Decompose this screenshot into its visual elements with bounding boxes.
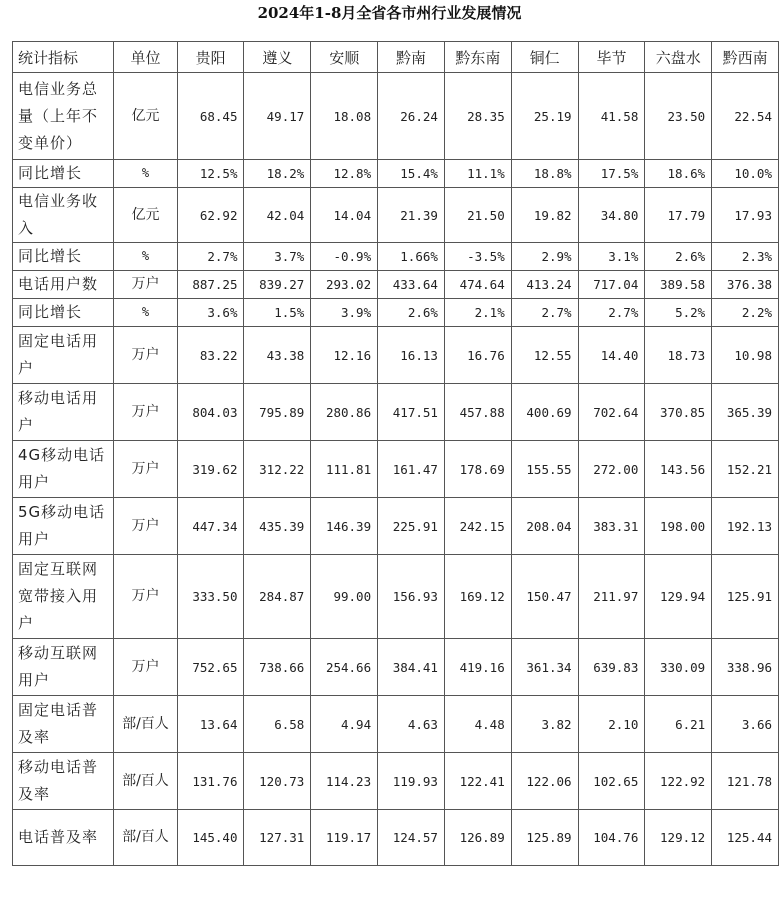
value-cell: 272.00 (578, 441, 645, 498)
value-cell: 43.38 (244, 327, 311, 384)
table-row (13, 188, 779, 243)
table-row (13, 753, 779, 810)
value-cell: 23.50 (645, 73, 712, 160)
stats-table (12, 41, 779, 866)
value-cell: 208.04 (511, 498, 578, 555)
value-cell: 131.76 (177, 753, 244, 810)
value-cell: 2.7% (578, 299, 645, 327)
value-cell: 419.16 (444, 639, 511, 696)
value-cell: 146.39 (311, 498, 378, 555)
value-cell: 145.40 (177, 810, 244, 866)
value-cell: 15.4% (378, 160, 445, 188)
value-cell: 12.55 (511, 327, 578, 384)
unit-cell: 万户 (114, 384, 177, 441)
row-label: 电话普及率 (13, 810, 114, 866)
value-cell: 16.13 (378, 327, 445, 384)
unit-cell: 万户 (114, 639, 177, 696)
row-label: 固定电话普及率 (13, 696, 114, 753)
unit-cell: 亿元 (114, 73, 177, 160)
value-cell: 25.19 (511, 73, 578, 160)
value-cell: 254.66 (311, 639, 378, 696)
value-cell: 125.89 (511, 810, 578, 866)
value-cell: 18.8% (511, 160, 578, 188)
value-cell: 804.03 (177, 384, 244, 441)
unit-cell: % (114, 243, 177, 271)
value-cell: 10.98 (712, 327, 779, 384)
value-cell: 2.7% (177, 243, 244, 271)
header-cell: 毕节 (578, 42, 645, 73)
table-row (13, 271, 779, 299)
value-cell: 400.69 (511, 384, 578, 441)
value-cell: 129.12 (645, 810, 712, 866)
table-row (13, 441, 779, 498)
value-cell: 18.08 (311, 73, 378, 160)
value-cell: 18.2% (244, 160, 311, 188)
value-cell: 83.22 (177, 327, 244, 384)
value-cell: -3.5% (444, 243, 511, 271)
value-cell: 150.47 (511, 555, 578, 639)
row-label: 移动电话普及率 (13, 753, 114, 810)
value-cell: 143.56 (645, 441, 712, 498)
value-cell: 383.31 (578, 498, 645, 555)
value-cell: 211.97 (578, 555, 645, 639)
unit-cell: % (114, 299, 177, 327)
row-label: 同比增长 (13, 243, 114, 271)
value-cell: 178.69 (444, 441, 511, 498)
header-cell: 铜仁 (511, 42, 578, 73)
value-cell: 717.04 (578, 271, 645, 299)
value-cell: 161.47 (378, 441, 445, 498)
value-cell: 839.27 (244, 271, 311, 299)
value-cell: 198.00 (645, 498, 712, 555)
row-label: 同比增长 (13, 299, 114, 327)
unit-cell: 万户 (114, 271, 177, 299)
header-cell: 贵阳 (177, 42, 244, 73)
value-cell: 21.50 (444, 188, 511, 243)
table-row (13, 639, 779, 696)
value-cell: 361.34 (511, 639, 578, 696)
value-cell: 738.66 (244, 639, 311, 696)
value-cell: 702.64 (578, 384, 645, 441)
row-label: 固定互联网宽带接入用户 (13, 555, 114, 639)
unit-cell: 亿元 (114, 188, 177, 243)
value-cell: 413.24 (511, 271, 578, 299)
value-cell: 120.73 (244, 753, 311, 810)
value-cell: 3.66 (712, 696, 779, 753)
value-cell: 104.76 (578, 810, 645, 866)
value-cell: 68.45 (177, 73, 244, 160)
header-cell: 统计指标 (13, 42, 114, 73)
value-cell: 12.16 (311, 327, 378, 384)
table-row (13, 243, 779, 271)
value-cell: 474.64 (444, 271, 511, 299)
value-cell: 752.65 (177, 639, 244, 696)
value-cell: 14.40 (578, 327, 645, 384)
value-cell: 121.78 (712, 753, 779, 810)
value-cell: 122.92 (645, 753, 712, 810)
value-cell: 34.80 (578, 188, 645, 243)
value-cell: 13.64 (177, 696, 244, 753)
value-cell: 102.65 (578, 753, 645, 810)
value-cell: 319.62 (177, 441, 244, 498)
value-cell: 225.91 (378, 498, 445, 555)
value-cell: 10.0% (712, 160, 779, 188)
row-label: 5G移动电话用户 (13, 498, 114, 555)
value-cell: 12.5% (177, 160, 244, 188)
value-cell: 16.76 (444, 327, 511, 384)
header-row (13, 42, 779, 73)
value-cell: 18.6% (645, 160, 712, 188)
value-cell: 3.6% (177, 299, 244, 327)
value-cell: 333.50 (177, 555, 244, 639)
table-row (13, 555, 779, 639)
value-cell: 22.54 (712, 73, 779, 160)
value-cell: 242.15 (444, 498, 511, 555)
value-cell: 887.25 (177, 271, 244, 299)
value-cell: 119.17 (311, 810, 378, 866)
row-label: 固定电话用户 (13, 327, 114, 384)
value-cell: 2.1% (444, 299, 511, 327)
value-cell: 389.58 (645, 271, 712, 299)
value-cell: 42.04 (244, 188, 311, 243)
unit-cell: 部/百人 (114, 753, 177, 810)
value-cell: 312.22 (244, 441, 311, 498)
row-label: 4G移动电话用户 (13, 441, 114, 498)
value-cell: 365.39 (712, 384, 779, 441)
value-cell: 62.92 (177, 188, 244, 243)
value-cell: 12.8% (311, 160, 378, 188)
value-cell: 125.91 (712, 555, 779, 639)
table-row (13, 810, 779, 866)
value-cell: 447.34 (177, 498, 244, 555)
value-cell: -0.9% (311, 243, 378, 271)
value-cell: 17.79 (645, 188, 712, 243)
value-cell: 280.86 (311, 384, 378, 441)
value-cell: 129.94 (645, 555, 712, 639)
unit-cell: 部/百人 (114, 810, 177, 866)
unit-cell: 万户 (114, 498, 177, 555)
value-cell: 435.39 (244, 498, 311, 555)
value-cell: 111.81 (311, 441, 378, 498)
table-body (13, 73, 779, 866)
value-cell: 11.1% (444, 160, 511, 188)
value-cell: 122.06 (511, 753, 578, 810)
value-cell: 41.58 (578, 73, 645, 160)
table-row (13, 696, 779, 753)
value-cell: 126.89 (444, 810, 511, 866)
value-cell: 49.17 (244, 73, 311, 160)
value-cell: 2.6% (378, 299, 445, 327)
value-cell: 2.3% (712, 243, 779, 271)
value-cell: 2.6% (645, 243, 712, 271)
value-cell: 330.09 (645, 639, 712, 696)
value-cell: 122.41 (444, 753, 511, 810)
row-label: 移动互联网用户 (13, 639, 114, 696)
header-cell: 六盘水 (645, 42, 712, 73)
value-cell: 3.1% (578, 243, 645, 271)
value-cell: 293.02 (311, 271, 378, 299)
value-cell: 457.88 (444, 384, 511, 441)
row-label: 电信业务总量（上年不变单价） (13, 73, 114, 160)
value-cell: 19.82 (511, 188, 578, 243)
value-cell: 17.93 (712, 188, 779, 243)
value-cell: 284.87 (244, 555, 311, 639)
value-cell: 433.64 (378, 271, 445, 299)
table-row (13, 384, 779, 441)
value-cell: 28.35 (444, 73, 511, 160)
value-cell: 2.10 (578, 696, 645, 753)
row-label: 同比增长 (13, 160, 114, 188)
value-cell: 4.48 (444, 696, 511, 753)
value-cell: 152.21 (712, 441, 779, 498)
table-row (13, 73, 779, 160)
value-cell: 6.21 (645, 696, 712, 753)
value-cell: 21.39 (378, 188, 445, 243)
value-cell: 3.7% (244, 243, 311, 271)
value-cell: 2.9% (511, 243, 578, 271)
value-cell: 417.51 (378, 384, 445, 441)
row-label: 电话用户数 (13, 271, 114, 299)
unit-cell: % (114, 160, 177, 188)
value-cell: 155.55 (511, 441, 578, 498)
value-cell: 639.83 (578, 639, 645, 696)
value-cell: 1.66% (378, 243, 445, 271)
value-cell: 125.44 (712, 810, 779, 866)
page-title: 2024年1-8月全省各市州行业发展情况 (257, 4, 522, 22)
table-row (13, 327, 779, 384)
value-cell: 338.96 (712, 639, 779, 696)
value-cell: 4.94 (311, 696, 378, 753)
value-cell: 376.38 (712, 271, 779, 299)
value-cell: 17.5% (578, 160, 645, 188)
value-cell: 4.63 (378, 696, 445, 753)
header-cell: 安顺 (311, 42, 378, 73)
value-cell: 14.04 (311, 188, 378, 243)
unit-cell: 万户 (114, 441, 177, 498)
value-cell: 5.2% (645, 299, 712, 327)
header-cell: 黔南 (378, 42, 445, 73)
value-cell: 18.73 (645, 327, 712, 384)
value-cell: 169.12 (444, 555, 511, 639)
table-row (13, 160, 779, 188)
unit-cell: 万户 (114, 327, 177, 384)
value-cell: 192.13 (712, 498, 779, 555)
value-cell: 156.93 (378, 555, 445, 639)
value-cell: 119.93 (378, 753, 445, 810)
row-label: 移动电话用户 (13, 384, 114, 441)
value-cell: 2.2% (712, 299, 779, 327)
value-cell: 795.89 (244, 384, 311, 441)
value-cell: 370.85 (645, 384, 712, 441)
table-row (13, 299, 779, 327)
value-cell: 384.41 (378, 639, 445, 696)
header-cell: 黔西南 (712, 42, 779, 73)
value-cell: 3.9% (311, 299, 378, 327)
header-cell: 黔东南 (444, 42, 511, 73)
value-cell: 124.57 (378, 810, 445, 866)
value-cell: 6.58 (244, 696, 311, 753)
header-cell: 单位 (114, 42, 177, 73)
value-cell: 99.00 (311, 555, 378, 639)
value-cell: 1.5% (244, 299, 311, 327)
row-label: 电信业务收入 (13, 188, 114, 243)
value-cell: 114.23 (311, 753, 378, 810)
value-cell: 2.7% (511, 299, 578, 327)
unit-cell: 万户 (114, 555, 177, 639)
unit-cell: 部/百人 (114, 696, 177, 753)
value-cell: 26.24 (378, 73, 445, 160)
header-cell: 遵义 (244, 42, 311, 73)
value-cell: 127.31 (244, 810, 311, 866)
table-row (13, 498, 779, 555)
value-cell: 3.82 (511, 696, 578, 753)
